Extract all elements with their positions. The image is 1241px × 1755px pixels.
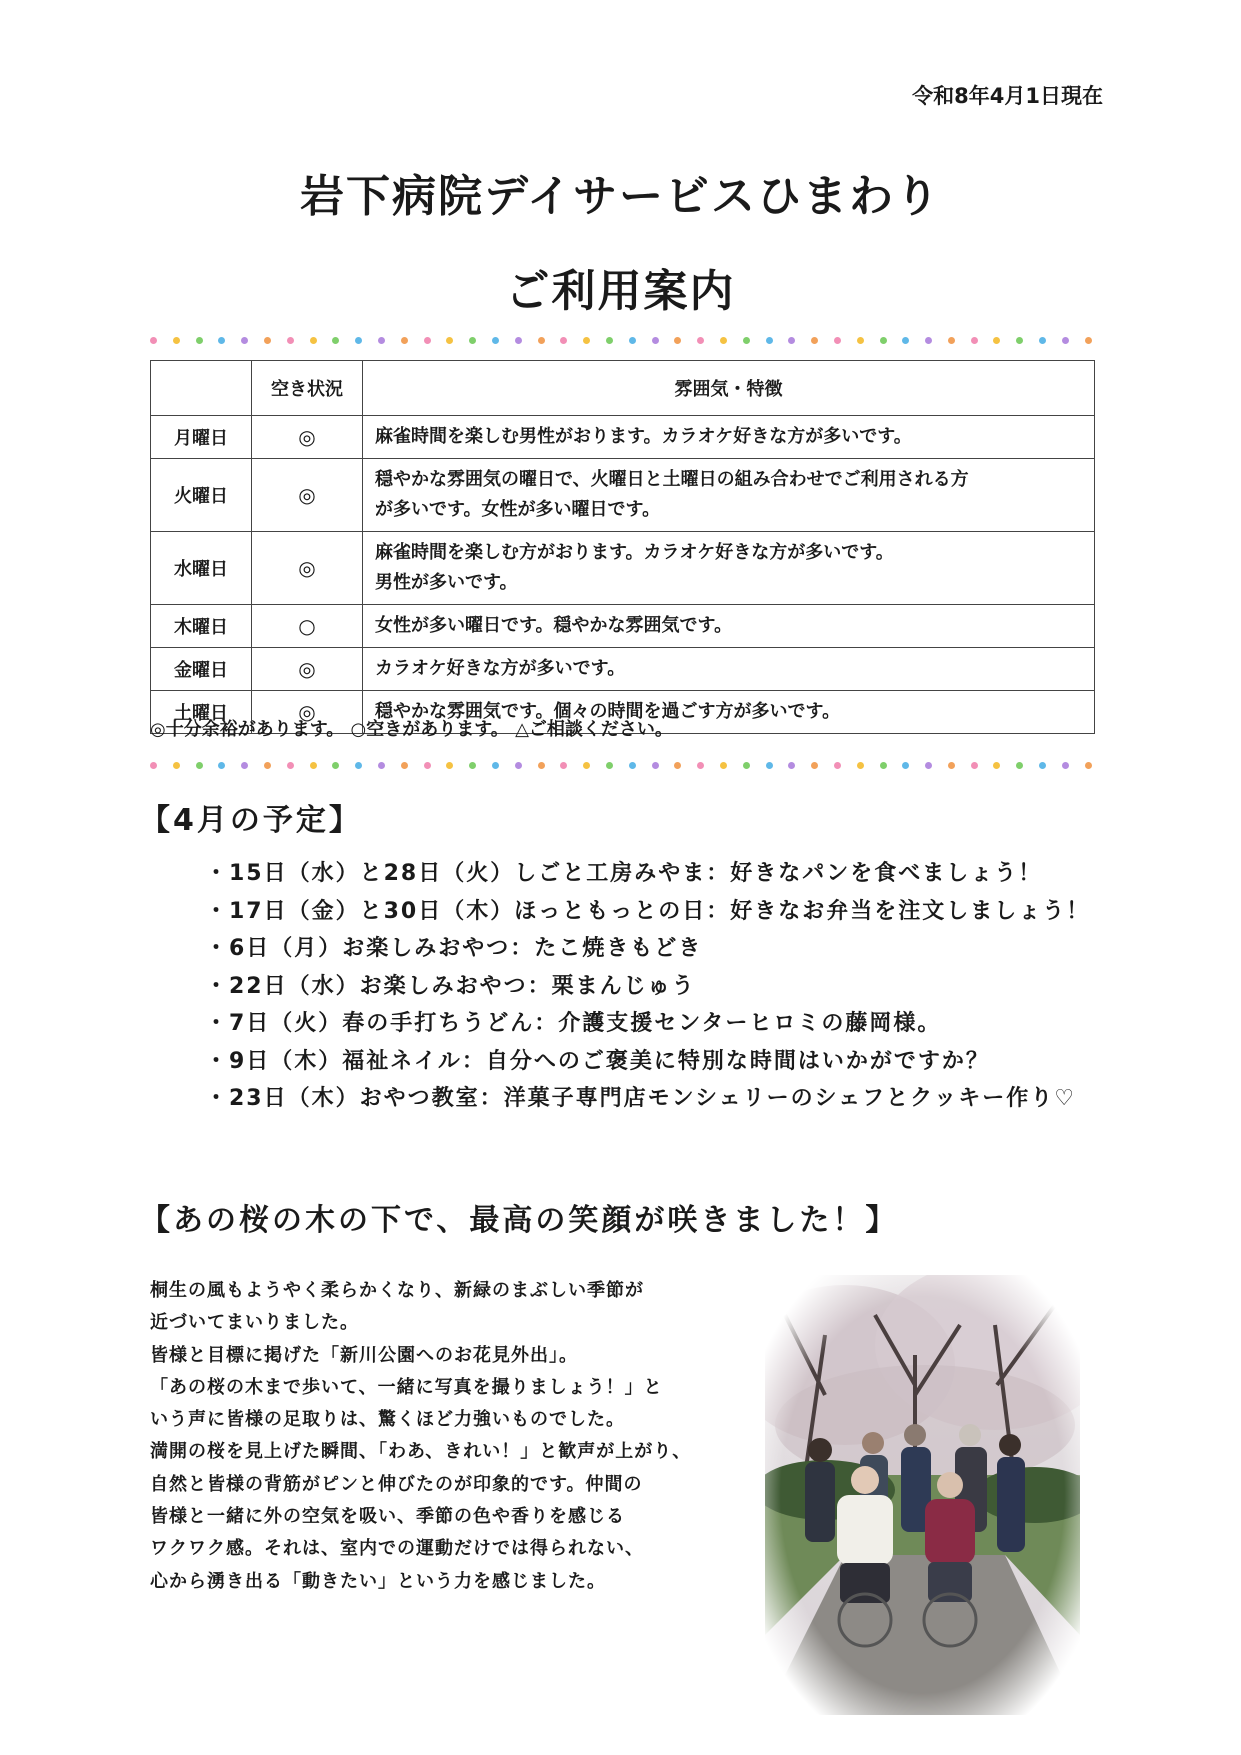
- day-label: 月曜日: [151, 416, 252, 459]
- divider-dot: [948, 762, 955, 769]
- divider-dot: [310, 762, 317, 769]
- divider-dot: [1062, 762, 1069, 769]
- divider-dot: [971, 762, 978, 769]
- divider-dot: [788, 337, 795, 344]
- header-day: [151, 361, 252, 416]
- divider-dot: [811, 337, 818, 344]
- table-row: [151, 605, 1095, 648]
- divider-dot: [538, 762, 545, 769]
- atmosphere-text: 麻雀時間を楽しむ男性がおります。カラオケ好きな方が多いです。: [363, 416, 1095, 459]
- report-line: ワクワク感。それは、室内での運動だけでは得られない、: [150, 1538, 644, 1560]
- day-label: 金曜日: [151, 648, 252, 691]
- divider-dot: [743, 762, 750, 769]
- report-line: 皆様と目標に掲げた「新川公園へのお花見外出」。: [150, 1344, 578, 1366]
- divider-dot: [378, 337, 385, 344]
- atmosphere-text: 穏やかな雰囲気の曜日で、火曜日と土曜日の組み合わせでご利用される方 が多いです。女性が多い曜日です。: [363, 459, 1095, 532]
- report-line: 満開の桜を見上げた瞬間、「わあ、きれい！」と歓声が上がり、: [150, 1441, 692, 1463]
- divider-dot: [401, 337, 408, 344]
- divider-dot: [1016, 762, 1023, 769]
- divider-dot: [264, 762, 271, 769]
- divider-dot: [241, 337, 248, 344]
- report-line: いう声に皆様の足取りは、驚くほど力強いものでした。: [150, 1409, 625, 1431]
- divider-dot: [857, 762, 864, 769]
- divider-dot: [173, 762, 180, 769]
- divider-dot: [1062, 337, 1069, 344]
- divider-dot: [1016, 337, 1023, 344]
- divider-dot: [948, 337, 955, 344]
- availability-mark: ◎: [252, 691, 363, 734]
- divider-dot: [1039, 762, 1046, 769]
- divider-dot: [720, 762, 727, 769]
- table-row: [151, 532, 1095, 605]
- cherry-blossom-group-photo: [765, 1275, 1080, 1715]
- as-of-date: 令和8年4月1日現在: [912, 84, 1103, 108]
- divider-dot: [834, 337, 841, 344]
- divider-dot: [196, 762, 203, 769]
- divider-dot: [515, 762, 522, 769]
- divider-dot: [652, 337, 659, 344]
- divider-dot: [652, 762, 659, 769]
- dotted-divider-bottom: [150, 760, 1092, 770]
- divider-dot: [583, 762, 590, 769]
- report-line: 皆様と一緒に外の空気を吸い、季節の色や香りを感じる: [150, 1506, 625, 1528]
- divider-dot: [606, 337, 613, 344]
- report-line: 桐生の風もようやく柔らかくなり、新緑のまぶしい季節が: [150, 1280, 644, 1301]
- report-heading: 【あの桜の木の下で、最高の笑顔が咲きました！】: [140, 1203, 899, 1238]
- divider-dot: [697, 337, 704, 344]
- divider-dot: [446, 337, 453, 344]
- divider-dot: [469, 762, 476, 769]
- divider-dot: [674, 762, 681, 769]
- list-item: ・17日（金）と30日（木）ほっともっとの日：好きなお弁当を注文しましょう！: [205, 898, 1091, 924]
- divider-dot: [264, 337, 271, 344]
- guide-title: ご利用案内: [505, 266, 736, 317]
- divider-dot: [469, 337, 476, 344]
- divider-dot: [1085, 337, 1092, 344]
- divider-dot: [218, 337, 225, 344]
- divider-dot: [196, 337, 203, 344]
- availability-mark: ○: [252, 605, 363, 648]
- divider-dot: [880, 762, 887, 769]
- weekly-schedule-table: [150, 360, 1095, 734]
- list-item: ・6日（月）お楽しみおやつ：たこ焼きもどき: [205, 936, 703, 961]
- divider-dot: [241, 762, 248, 769]
- divider-dot: [424, 337, 431, 344]
- report-line: 「あの桜の木まで歩いて、一緒に写真を撮りましょう！」と: [150, 1376, 663, 1398]
- divider-dot: [538, 337, 545, 344]
- divider-dot: [925, 337, 932, 344]
- report-line: 近づいてまいりました。: [150, 1312, 359, 1334]
- divider-dot: [560, 337, 567, 344]
- divider-dot: [788, 762, 795, 769]
- divider-dot: [720, 337, 727, 344]
- availability-mark: ◎: [252, 459, 363, 532]
- atmosphere-text: カラオケ好きな方が多いです。: [363, 648, 1095, 691]
- divider-dot: [355, 762, 362, 769]
- april-event-list: [205, 855, 1090, 1118]
- facility-title: 岩下病院デイサービスひまわり: [300, 171, 941, 222]
- list-item: ・22日（水）お楽しみおやつ：栗まんじゅう: [205, 973, 696, 999]
- divider-dot: [606, 762, 613, 769]
- list-item: ・23日（木）おやつ教室：洋菓子専門店モンシェリーのシェフとクッキー作り♡: [205, 1086, 1076, 1111]
- dotted-divider-top: [150, 335, 1092, 345]
- list-item: ・7日（火）春の手打ちうどん：介護支援センターヒロミの藤岡様。: [205, 1011, 942, 1036]
- divider-dot: [674, 337, 681, 344]
- table-header-row: [151, 361, 1095, 416]
- divider-dot: [629, 337, 636, 344]
- list-item: ・15日（水）と28日（火）しごと工房みやま：好きなパンを食べましょう！: [205, 861, 1043, 886]
- availability-mark: ◎: [252, 648, 363, 691]
- divider-dot: [697, 762, 704, 769]
- divider-dot: [492, 337, 499, 344]
- divider-dot: [492, 762, 499, 769]
- divider-dot: [1085, 762, 1092, 769]
- divider-dot: [332, 337, 339, 344]
- divider-dot: [287, 337, 294, 344]
- atmosphere-text: 麻雀時間を楽しむ方がおります。カラオケ好きな方が多いです。 男性が多いです。: [363, 532, 1095, 605]
- atmosphere-text: 女性が多い曜日です。穏やかな雰囲気です。: [363, 605, 1095, 648]
- divider-dot: [993, 762, 1000, 769]
- divider-dot: [332, 762, 339, 769]
- day-label: 水曜日: [151, 532, 252, 605]
- divider-dot: [902, 337, 909, 344]
- header-availability: 空き状況: [252, 361, 363, 416]
- divider-dot: [880, 337, 887, 344]
- table-row: [151, 648, 1095, 691]
- divider-dot: [560, 762, 567, 769]
- divider-dot: [424, 762, 431, 769]
- photo-illustration: [765, 1275, 1080, 1715]
- divider-dot: [150, 762, 157, 769]
- header-atmosphere: 雰囲気・特徴: [363, 361, 1095, 416]
- day-label: 火曜日: [151, 459, 252, 532]
- atmosphere-text: 穏やかな雰囲気です。個々の時間を過ごす方が多いです。: [363, 691, 1095, 734]
- divider-dot: [902, 762, 909, 769]
- report-line: 自然と皆様の背筋がピンと伸びたのが印象的です。仲間の: [150, 1473, 643, 1495]
- divider-dot: [1039, 337, 1046, 344]
- availability-legend: ◎十分余裕があります。 ○空きがあります。 △ご相談ください。: [150, 719, 673, 740]
- divider-dot: [766, 337, 773, 344]
- divider-dot: [766, 762, 773, 769]
- divider-dot: [925, 762, 932, 769]
- divider-dot: [743, 337, 750, 344]
- day-label: 土曜日: [151, 691, 252, 734]
- divider-dot: [583, 337, 590, 344]
- divider-dot: [150, 337, 157, 344]
- divider-dot: [857, 337, 864, 344]
- divider-dot: [993, 337, 1000, 344]
- divider-dot: [287, 762, 294, 769]
- divider-dot: [629, 762, 636, 769]
- availability-mark: ◎: [252, 416, 363, 459]
- day-label: 木曜日: [151, 605, 252, 648]
- table-row: [151, 416, 1095, 459]
- table-row: [151, 459, 1095, 532]
- divider-dot: [218, 762, 225, 769]
- divider-dot: [811, 762, 818, 769]
- divider-dot: [355, 337, 362, 344]
- list-item: ・9日（木）福祉ネイル：自分へのご褒美に特別な時間はいかがですか？: [205, 1048, 990, 1074]
- divider-dot: [446, 762, 453, 769]
- report-body: [150, 1275, 765, 1598]
- divider-dot: [971, 337, 978, 344]
- availability-mark: ◎: [252, 532, 363, 605]
- divider-dot: [401, 762, 408, 769]
- divider-dot: [515, 337, 522, 344]
- divider-dot: [173, 337, 180, 344]
- report-line: 心から湧き出る「動きたい」という力を感じました。: [150, 1570, 606, 1592]
- divider-dot: [378, 762, 385, 769]
- divider-dot: [310, 337, 317, 344]
- april-schedule-heading: 【4月の予定】: [140, 803, 362, 838]
- divider-dot: [834, 762, 841, 769]
